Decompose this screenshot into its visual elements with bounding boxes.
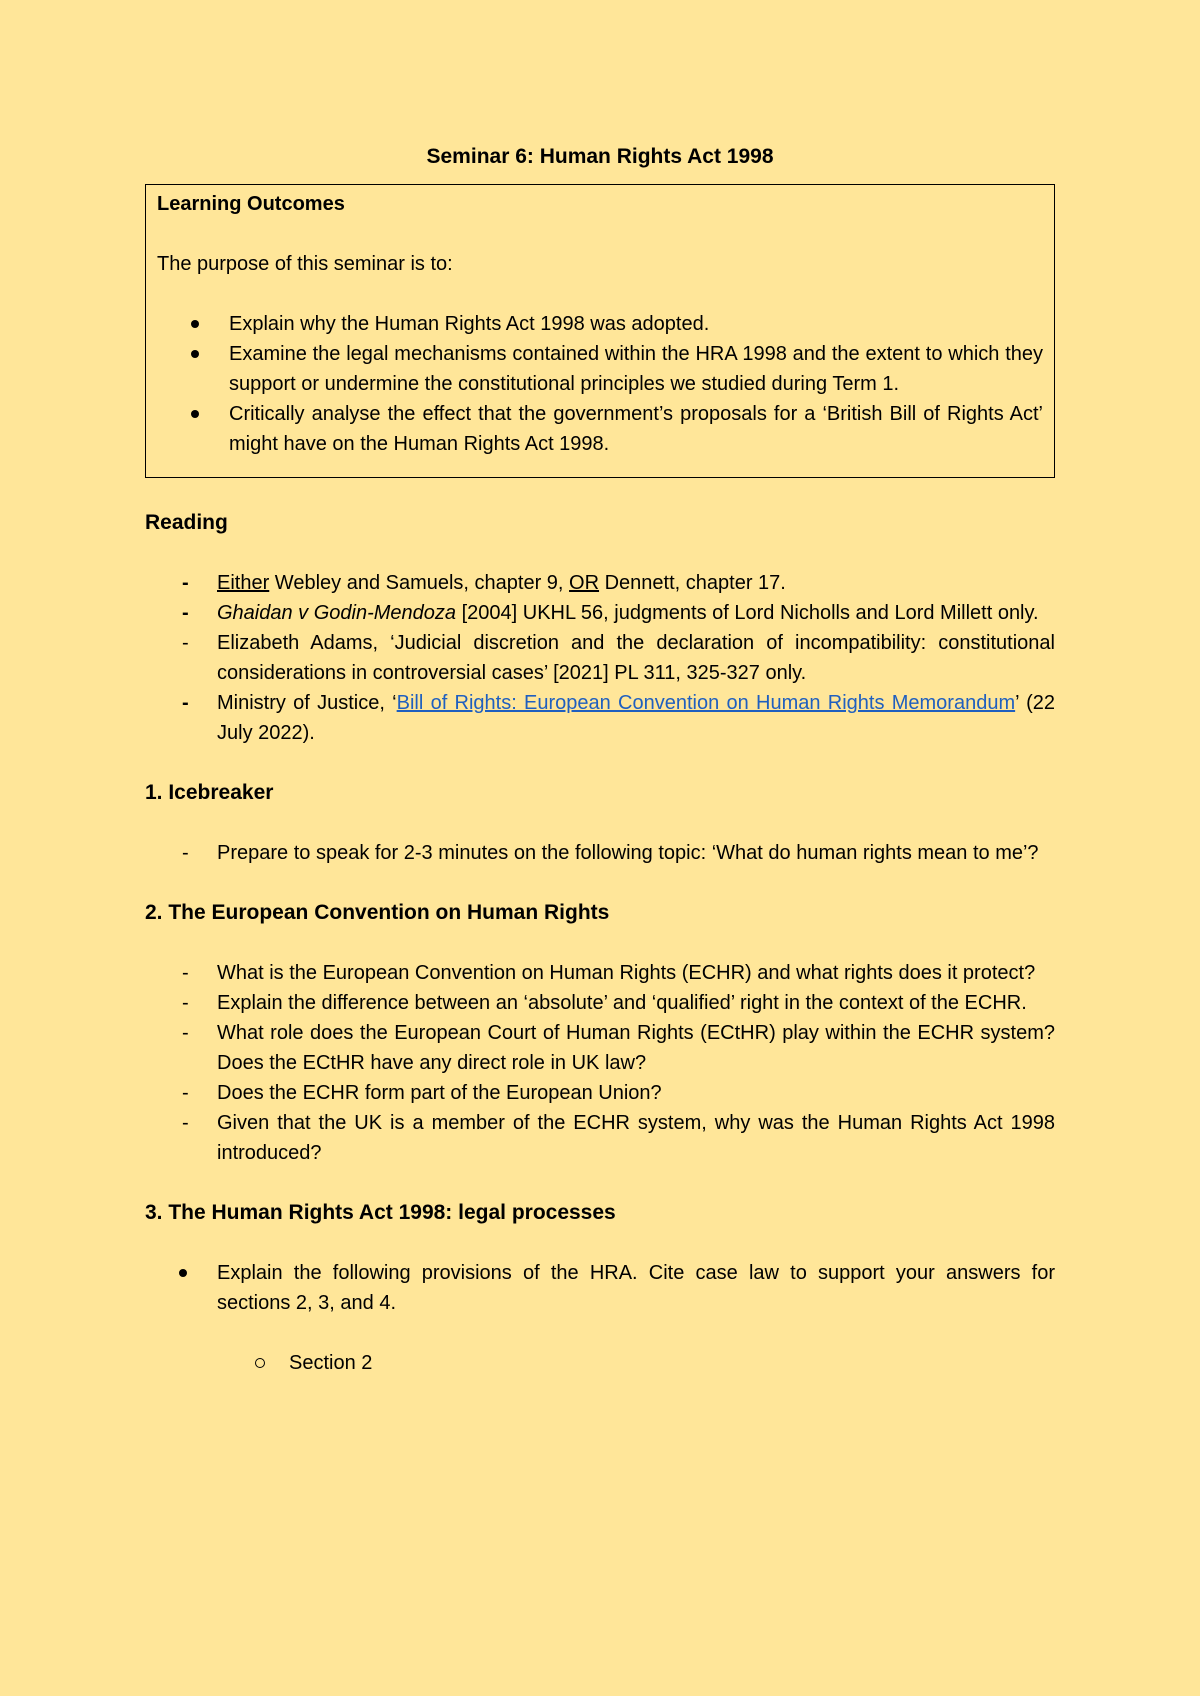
reading-text: ’ (22 July 2022). bbox=[217, 692, 1056, 744]
reading-item bbox=[145, 628, 1055, 688]
dash-icon: - bbox=[182, 992, 189, 1014]
sub-item-text: Section 2 bbox=[289, 1352, 373, 1374]
reading-case-name: Ghaidan v Godin-Mendoza bbox=[217, 602, 457, 624]
reading-item bbox=[145, 568, 1055, 598]
sub-item bbox=[145, 1348, 1055, 1378]
section-1-heading: 1. Icebreaker bbox=[145, 781, 274, 804]
learning-outcomes-intro: The purpose of this seminar is to: bbox=[157, 253, 453, 275]
dash-icon: - bbox=[182, 1082, 189, 1104]
reading-or: OR bbox=[569, 572, 600, 594]
dash-icon: - bbox=[182, 602, 189, 624]
learning-outcomes-list bbox=[157, 309, 1043, 459]
reading-text: Elizabeth Adams, ‘Judicial discretion and the declaration of incompatibility: constitutional considerations in controversial cases’ [2021] PL 311, 325-327 only. bbox=[217, 632, 1055, 684]
dash-icon: - bbox=[182, 842, 189, 864]
reading-item bbox=[145, 598, 1055, 628]
learning-outcome-item bbox=[157, 399, 1043, 459]
reading-text: Dennett, chapter 17. bbox=[599, 572, 786, 594]
dash-icon: - bbox=[182, 962, 189, 984]
question-item bbox=[145, 1018, 1055, 1078]
section-3-list bbox=[145, 1258, 1055, 1318]
learning-outcome-text: Examine the legal mechanisms contained within the HRA 1998 and the extent to which they support or undermine the constitutional principles we studied during Term 1. bbox=[229, 343, 1043, 395]
dash-icon: - bbox=[182, 1112, 189, 1134]
learning-outcome-item bbox=[157, 309, 1043, 339]
document-title: Seminar 6: Human Rights Act 1998 bbox=[426, 145, 774, 168]
section-2-heading: 2. The European Convention on Human Rights bbox=[145, 901, 610, 924]
question-text: Does the ECHR form part of the European Union? bbox=[217, 1082, 662, 1104]
bullet-icon bbox=[191, 410, 199, 418]
circle-bullet-icon bbox=[255, 1358, 265, 1368]
question-text: Explain the difference between an ‘absolute’ and ‘qualified’ right in the context of the ECHR. bbox=[217, 992, 1027, 1014]
question-text: What is the European Convention on Human Rights (ECHR) and what rights does it protect? bbox=[217, 962, 1036, 984]
learning-outcome-text: Explain why the Human Rights Act 1998 was adopted. bbox=[229, 313, 710, 335]
reading-either: Either bbox=[217, 572, 270, 594]
dash-icon: - bbox=[182, 572, 189, 594]
memorandum-link[interactable]: Bill of Rights: European Convention on Human Rights Memorandum bbox=[396, 692, 1016, 714]
reading-item bbox=[145, 688, 1055, 748]
section-2-list bbox=[145, 958, 1055, 1168]
question-item bbox=[145, 1108, 1055, 1168]
question-item bbox=[145, 838, 1055, 868]
question-item bbox=[145, 1258, 1055, 1318]
question-item bbox=[145, 958, 1055, 988]
reading-list bbox=[145, 568, 1055, 748]
reading-text: [2004] UKHL 56, judgments of Lord Nicholls and Lord Millett only. bbox=[456, 602, 1039, 624]
learning-outcomes-heading: Learning Outcomes bbox=[157, 193, 345, 215]
reading-heading: Reading bbox=[145, 511, 228, 534]
reading-text: Ministry of Justice, ‘ bbox=[217, 692, 397, 714]
document-page bbox=[145, 142, 1055, 1378]
question-text: Explain the following provisions of the HRA. Cite case law to support your answers for sections 2, 3, and 4. bbox=[217, 1262, 1055, 1314]
learning-outcome-item bbox=[157, 339, 1043, 399]
learning-outcome-text: Critically analyse the effect that the government’s proposals for a ‘British Bill of Rights Act’ might have on the Human Rights Act 1998. bbox=[229, 403, 1043, 455]
question-text: Prepare to speak for 2-3 minutes on the following topic: ‘What do human rights mean to me’? bbox=[217, 842, 1039, 864]
bullet-icon bbox=[191, 350, 199, 358]
bullet-icon bbox=[191, 320, 199, 328]
reading-text: Webley and Samuels, chapter 9, bbox=[269, 572, 570, 594]
question-text: Given that the UK is a member of the ECHR system, why was the Human Rights Act 1998 introduced? bbox=[217, 1112, 1055, 1164]
dash-icon: - bbox=[182, 1022, 189, 1044]
bullet-icon bbox=[179, 1269, 187, 1277]
section-3-heading: 3. The Human Rights Act 1998: legal processes bbox=[145, 1201, 616, 1224]
learning-outcomes-box bbox=[145, 184, 1055, 478]
question-text: What role does the European Court of Human Rights (ECtHR) play within the ECHR system? Does the ECtHR have any direct role in UK law? bbox=[217, 1022, 1055, 1074]
section-1-list bbox=[145, 838, 1055, 868]
dash-icon: - bbox=[182, 692, 189, 714]
question-item bbox=[145, 988, 1055, 1018]
dash-icon: - bbox=[182, 632, 189, 654]
question-item bbox=[145, 1078, 1055, 1108]
